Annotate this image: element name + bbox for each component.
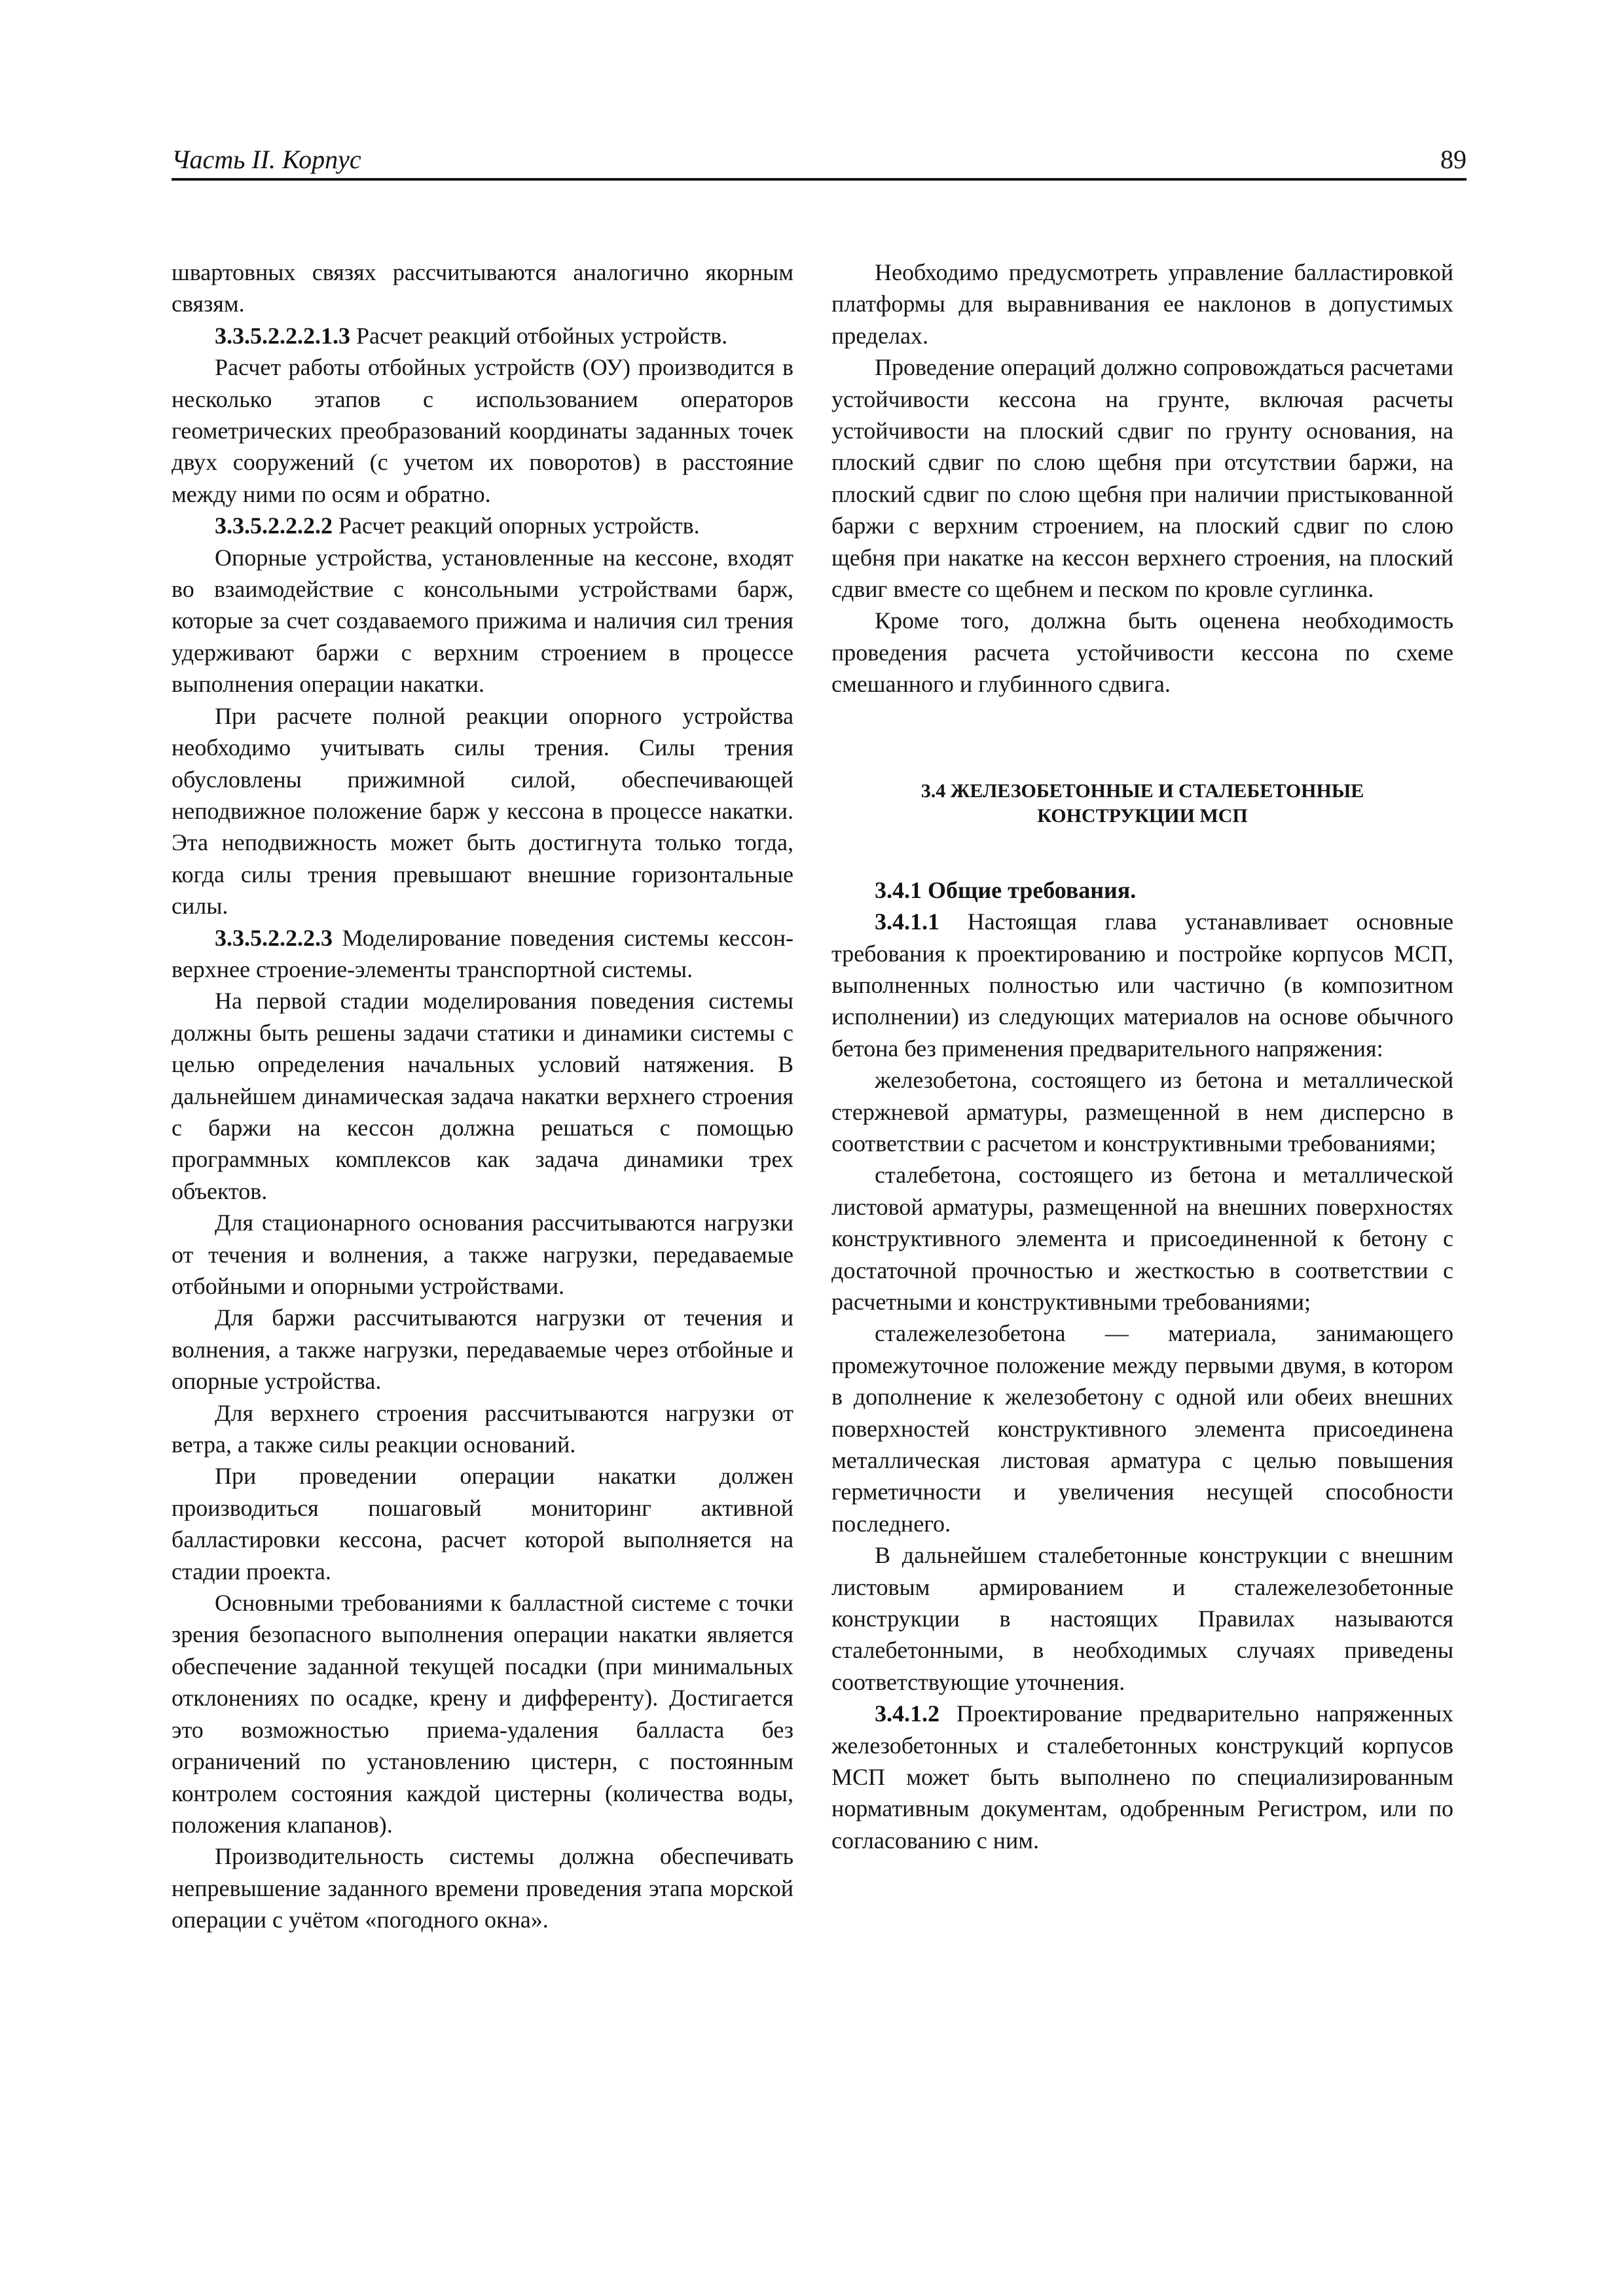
clause-title: Моделирование поведения системы кессон-верхнее строение-элементы транспортной системы. xyxy=(172,924,793,982)
subsection-title: 3.4.1 Общие требования. xyxy=(875,876,1137,903)
clause-paragraph xyxy=(831,906,1453,1064)
paragraph: швартовных связях рассчитываются аналогично якорным связям. xyxy=(172,259,793,317)
paragraph: Для верхнего строения рассчитываются нагрузки от ветра, а также силы реакции оснований. xyxy=(172,1399,793,1458)
paragraph: Для баржи рассчитываются нагрузки от течения и волнения, а также нагрузки, передаваемые через отбойные и опорные устройства. xyxy=(172,1304,793,1395)
page-number: 89 xyxy=(1440,145,1467,174)
subsection-heading xyxy=(831,874,1453,906)
paragraph: Проведение операций должно сопровождаться расчетами устойчивости кессона на грунте, включая расчеты устойчивости на плоский сдвиг по грунту основания, на плоский сдвиг по слою щебня при отсутствии баржи, на плоский сдвиг по слою щебня при наличии пристыкованной баржи с верхним строением, на плоский сдвиг по слою щебня при накатке на кессон верхнего строения, на плоский сдвиг вместе со щебнем и песком по кровле суглинка. xyxy=(831,354,1453,603)
paragraph: сталежелезобетона — материала, занимающего промежуточное положение между первыми двумя, в котором в дополнение к железобетону с одной или обеих внешних поверхностей конструктивного элемента присоединена металлическая листовая арматура с целью повышения герметичности и увеличения несущей способности последнего. xyxy=(831,1320,1453,1537)
paragraph: На первой стадии моделирования поведения системы должны быть решены задачи статики и динамики системы с целью определения начальных условий натяжения. В дальнейшем динамическая задача накатки верхнего строения с баржи на кессон должна решаться с помощью программных комплексов как задача динамики трех объектов. xyxy=(172,988,793,1204)
clause-title: Расчет реакций опорных устройств. xyxy=(333,512,700,539)
paragraph: Опорные устройства, установленные на кессоне, входят во взаимодействие с консольными устройствами барж, которые за счет создаваемого прижима и наличия сил трения удерживают баржи с верхним строением в процессе выполнения операции накатки. xyxy=(172,544,793,698)
paragraph: сталебетона, состоящего из бетона и металлической листовой арматуры, размещенной на внешних поверхностях конструктивного элемента и присоединенной к бетону с достаточной прочностью и жесткостью в соответствии с расчетными и конструктивными требованиями; xyxy=(831,1162,1453,1315)
paragraph: При расчете полной реакции опорного устройства необходимо учитывать силы трения. Силы трения обусловлены прижимной силой, обеспечивающей неподвижное положение барж у кессона в процессе накатки. Эта неподвижность может быть достигнута только тогда, когда силы трения превышают внешние горизонтальные силы. xyxy=(172,702,793,920)
clause-title: Расчет реакций отбойных устройств. xyxy=(350,322,728,349)
paragraph: Для стационарного основания рассчитываются нагрузки от течения и волнения, а также нагрузки, передаваемые отбойными и опорными устройствами. xyxy=(172,1210,793,1299)
clause-number: 3.3.5.2.2.2.1.3 xyxy=(215,322,350,349)
section-heading-line: 3.4 ЖЕЛЕЗОБЕТОННЫЕ И СТАЛЕБЕТОННЫЕ xyxy=(921,780,1364,802)
left-column xyxy=(172,257,793,1936)
clause-paragraph xyxy=(172,320,793,351)
running-header xyxy=(172,145,1467,179)
clause-number: 3.4.1.1 xyxy=(875,908,939,935)
section-heading-line: КОНСТРУКЦИИ МСП xyxy=(1037,804,1248,827)
paragraph: Необходимо предусмотреть управление балластировкой платформы для выравнивания ее наклонов в допустимых пределах. xyxy=(831,259,1453,349)
spacer xyxy=(831,700,1453,779)
header-title: Часть II. Корпус xyxy=(172,145,361,174)
paragraph: При проведении операции накатки должен производиться пошаговый мониторинг активной балластировки кессона, расчет которой выполняется на стадии проекта. xyxy=(172,1463,793,1585)
clause-number: 3.4.1.2 xyxy=(875,1700,939,1727)
section-heading xyxy=(831,779,1453,829)
paragraph: железобетона, состоящего из бетона и металлической стержневой арматуры, размещенной в нем дисперсно в соответствии с расчетом и конструктивными требованиями; xyxy=(831,1067,1453,1157)
clause-text: Настоящая глава устанавливает основные требования к проектированию и постройке корпусов МСП, выполненных полностью или частично (в композитном исполнении) из следующих материалов на основе обычного бетона без применения предварительного напряжения: xyxy=(831,908,1453,1062)
clause-number: 3.3.5.2.2.2.3 xyxy=(215,924,333,951)
clause-paragraph xyxy=(831,1698,1453,1856)
clause-text: Проектирование предварительно напряженных железобетонных и сталебетонных конструкций корпусов МСП может быть выполнено по специализированным нормативным документам, одобренным Регистром, или по согласованию с ним. xyxy=(831,1700,1453,1854)
spacer xyxy=(831,829,1453,874)
right-column xyxy=(831,257,1453,1856)
paragraph: Расчет работы отбойных устройств (ОУ) производится в несколько этапов с использованием операторов геометрических преобразований координаты заданных точек двух сооружений (с учетом их поворотов) в расстояние между ними по осям и обратно. xyxy=(172,354,793,507)
clause-number: 3.3.5.2.2.2.2 xyxy=(215,512,333,539)
header-rule xyxy=(172,178,1467,181)
paragraph: Основными требованиями к балластной системе с точки зрения безопасного выполнения операции накатки является обеспечение заданной текущей посадки (при минимальных отклонениях по осадке, крену и дифференту). Достигается это возможностью приема-удаления балласта без ограничений по установлению цистерн, с постоянным контролем состояния каждой цистерны (количества воды, положения клапанов). xyxy=(172,1590,793,1838)
clause-paragraph xyxy=(172,510,793,541)
paragraph: Производительность системы должна обеспечивать непревышение заданного времени проведения этапа морской операции с учётом «погодного окна». xyxy=(172,1843,793,1933)
paragraph: Кроме того, должна быть оценена необходимость проведения расчета устойчивости кессона по схеме смешанного и глубинного сдвига. xyxy=(831,607,1453,698)
paragraph: В дальнейшем сталебетонные конструкции с внешним листовым армированием и сталежелезобетонные конструкции в настоящих Правилах называются сталебетонными, в необходимых случаях приведены соответствующие уточнения. xyxy=(831,1542,1453,1695)
clause-paragraph xyxy=(172,922,793,986)
